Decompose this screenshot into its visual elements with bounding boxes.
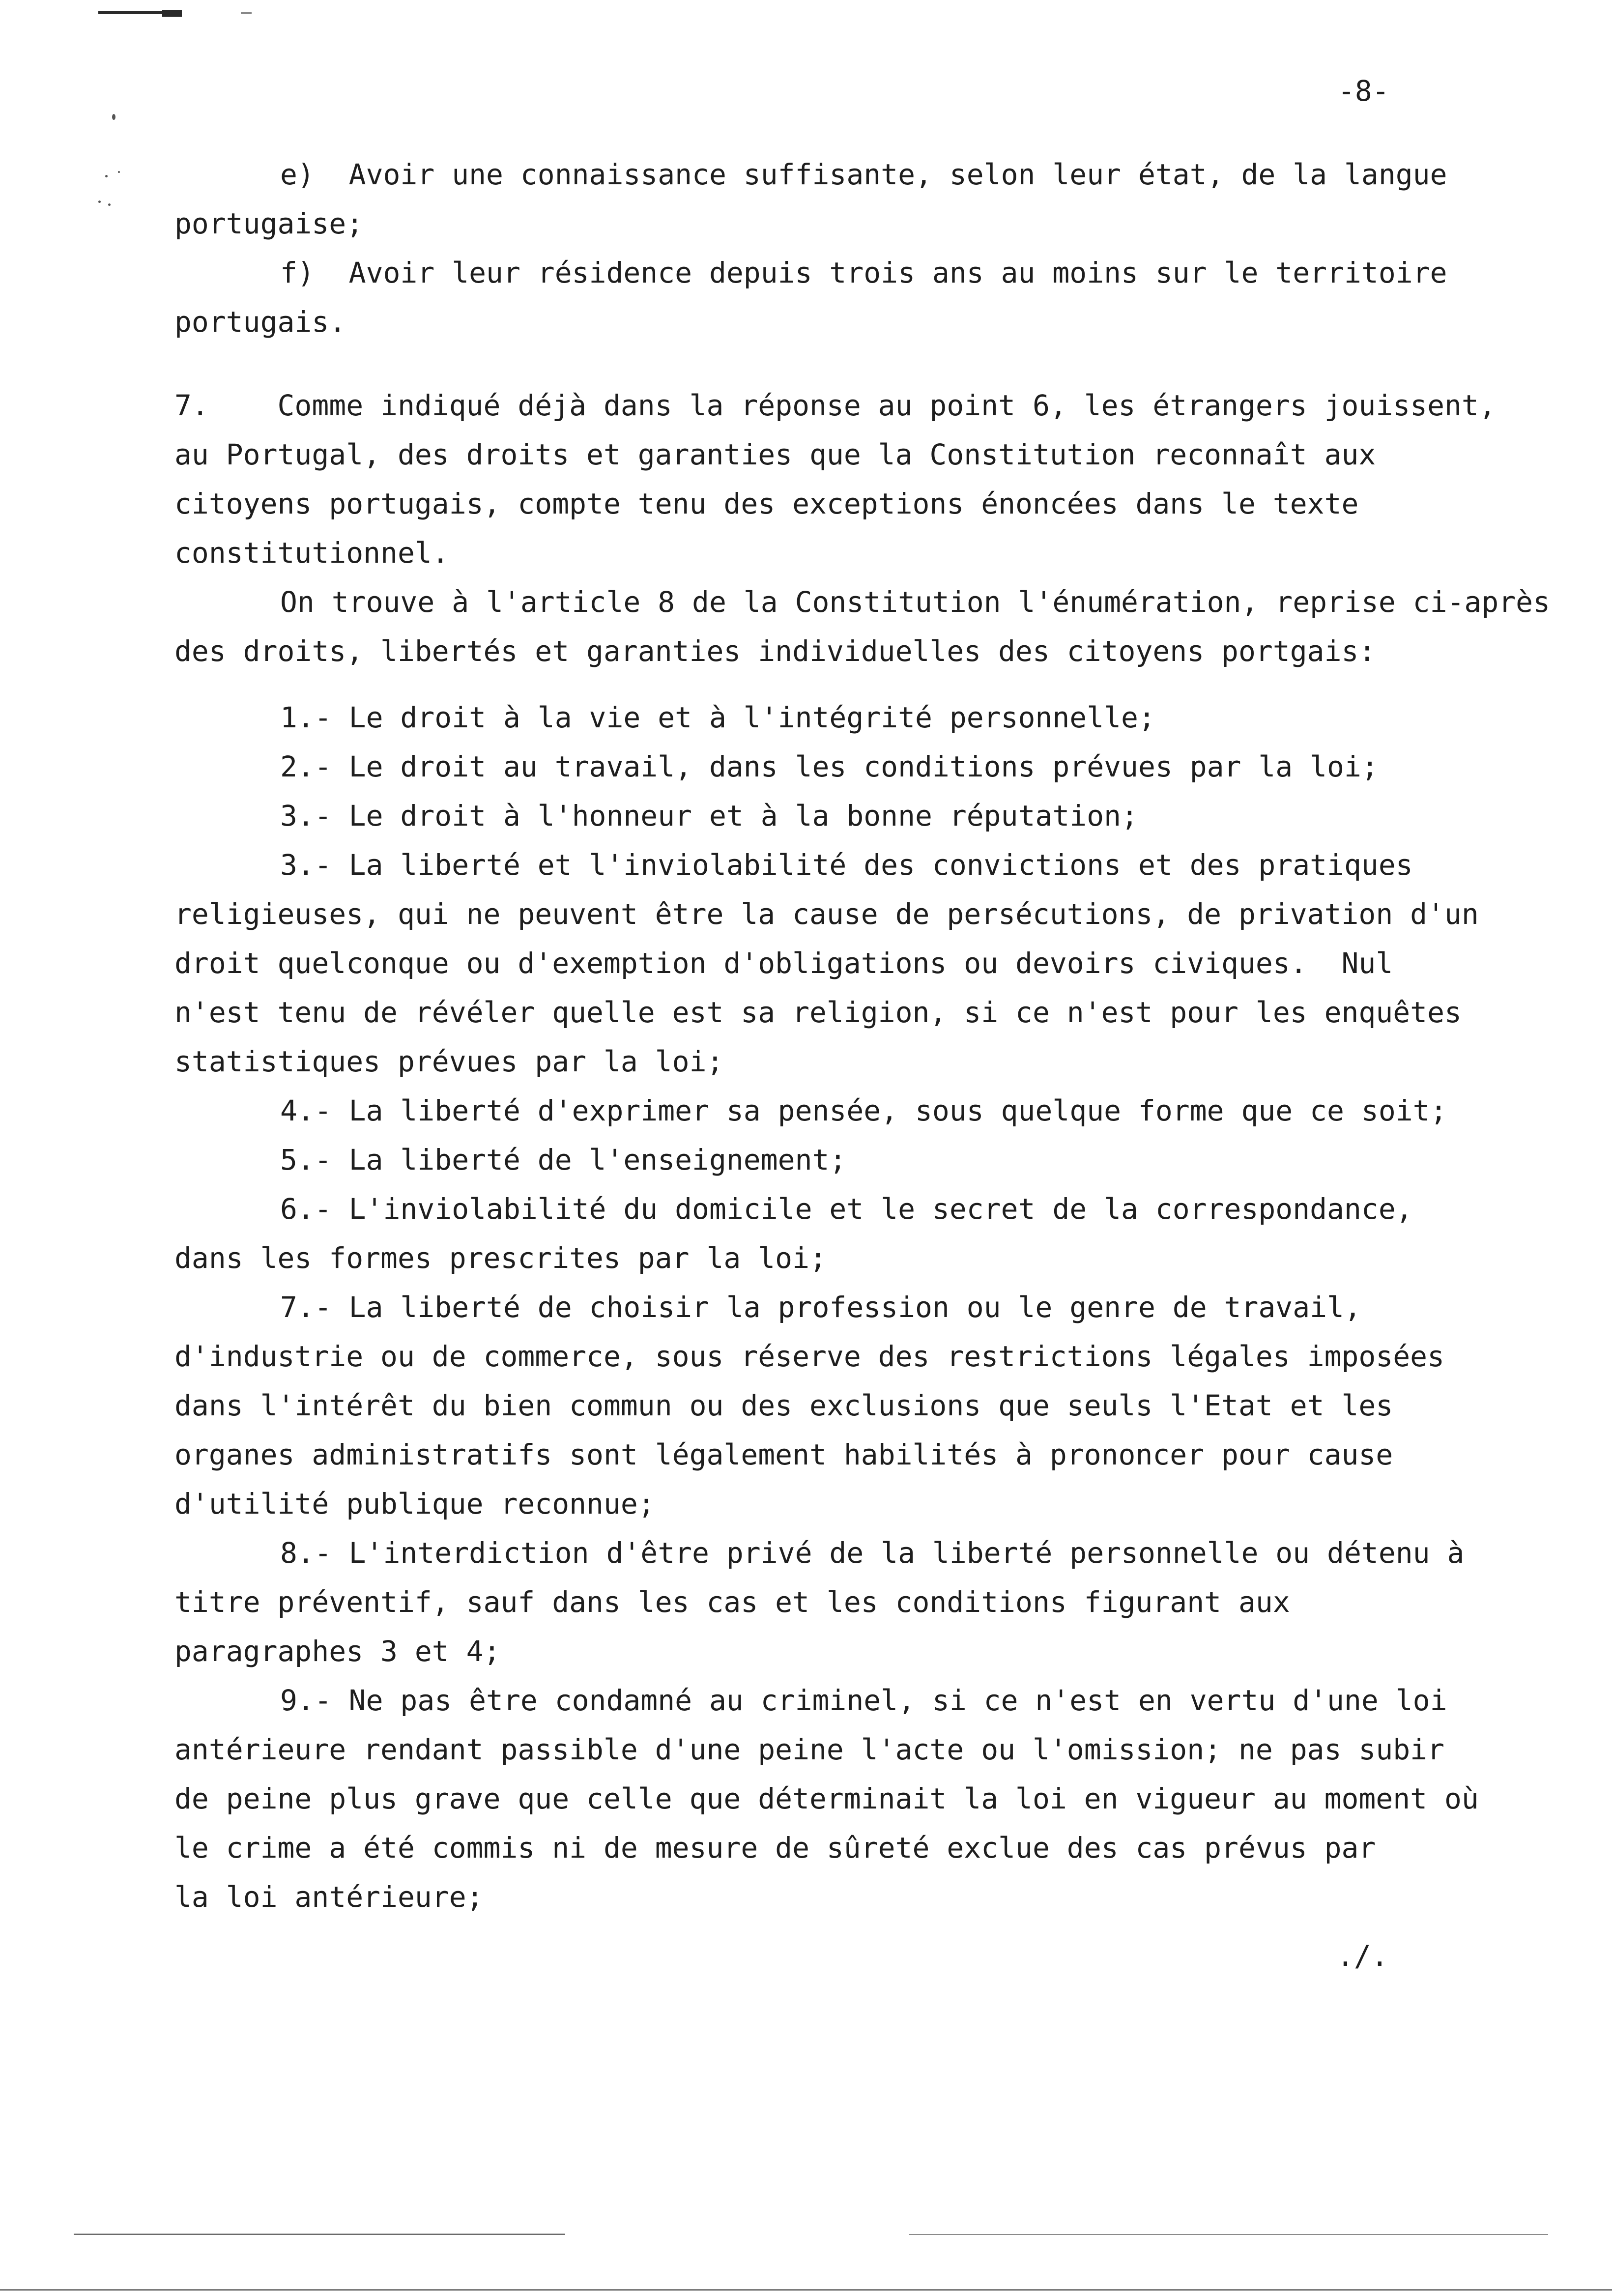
text-line: e) Avoir une connaissance suffisante, selon leur état, de la langue [280, 158, 1447, 191]
text-line: paragraphes 3 et 4; [174, 1635, 501, 1668]
list-item: 3.- Le droit à l'honneur et à la bonne réputation; [280, 799, 1138, 832]
scan-line-bottom-3 [0, 2289, 1612, 2291]
list-item: 1.- Le droit à la vie et à l'intégrité personnelle; [280, 701, 1155, 734]
text-line: organes administratifs sont légalement habilités à prononcer pour cause [174, 1438, 1393, 1471]
scan-line-bottom-2 [909, 2234, 1548, 2235]
text-line: des droits, libertés et garanties individuelles des citoyens portgais: [174, 634, 1376, 668]
text-line: d'industrie ou de commerce, sous réserve des restrictions légales imposées [174, 1340, 1445, 1373]
scan-dot-3 [118, 171, 120, 173]
text-line: On trouve à l'article 8 de la Constitution l'énumération, reprise ci-après [280, 585, 1551, 619]
text-line: 7. Comme indiqué déjà dans la réponse au point 6, les étrangers jouissent, [174, 389, 1496, 422]
list-item: 2.- Le droit au travail, dans les conditions prévues par la loi; [280, 750, 1379, 783]
text-line: citoyens portugais, compte tenu des exceptions énoncées dans le texte [174, 487, 1359, 520]
scan-line-bottom-1 [74, 2234, 565, 2235]
text-line: constitutionnel. [174, 536, 449, 570]
list-item: 8.- L'interdiction d'être privé de la liberté personnelle ou détenu à [280, 1536, 1465, 1570]
list-item: 9.- Ne pas être condamné au criminel, si ce n'est en vertu d'une loi [280, 1684, 1447, 1717]
scan-dot-1 [112, 114, 115, 120]
text-line: dans les formes prescrites par la loi; [174, 1241, 827, 1275]
scan-mark-top [241, 12, 252, 14]
list-item: 6.- L'inviolabilité du domicile et le secret de la correspondance, [280, 1192, 1413, 1226]
continuation-mark: ./. [1337, 1939, 1388, 1973]
list-item: 3.- La liberté et l'inviolabilité des convictions et des pratiques [280, 848, 1413, 882]
text-line: portugaise; [174, 207, 364, 240]
text-line: le crime a été commis ni de mesure de sûreté exclue des cas prévus par [174, 1831, 1376, 1865]
text-line: statistiques prévues par la loi; [174, 1045, 724, 1078]
text-line: religieuses, qui ne peuvent être la cause de persécutions, de privation d'un [174, 897, 1479, 931]
list-item: 5.- La liberté de l'enseignement; [280, 1143, 847, 1177]
scan-mark-top-left-tip [162, 10, 182, 17]
text-line: f) Avoir leur résidence depuis trois ans au moins sur le territoire [280, 256, 1447, 289]
list-item: 7.- La liberté de choisir la profession ou le genre de travail, [280, 1291, 1361, 1324]
text-line: au Portugal, des droits et garanties que la Constitution reconnaît aux [174, 438, 1376, 471]
scan-dot-5 [108, 203, 111, 206]
text-line: antérieure rendant passible d'une peine l'acte ou l'omission; ne pas subir [174, 1733, 1445, 1766]
text-line: la loi antérieure; [174, 1880, 484, 1914]
page-number: -8- [1338, 74, 1389, 108]
text-line: dans l'intérêt du bien commun ou des exclusions que seuls l'Etat et les [174, 1389, 1393, 1422]
scan-dot-2 [105, 175, 108, 177]
text-line: d'utilité publique reconnue; [174, 1487, 655, 1521]
text-line: titre préventif, sauf dans les cas et les conditions figurant aux [174, 1585, 1290, 1619]
text-line: droit quelconque ou d'exemption d'obligations ou devoirs civiques. Nul [174, 947, 1393, 980]
text-line: de peine plus grave que celle que déterminait la loi en vigueur au moment où [174, 1782, 1479, 1815]
list-item: 4.- La liberté d'exprimer sa pensée, sous quelque forme que ce soit; [280, 1094, 1447, 1127]
text-line: portugais. [174, 305, 346, 339]
text-line: n'est tenu de révéler quelle est sa religion, si ce n'est pour les enquêtes [174, 996, 1462, 1029]
scan-dot-4 [98, 201, 101, 203]
